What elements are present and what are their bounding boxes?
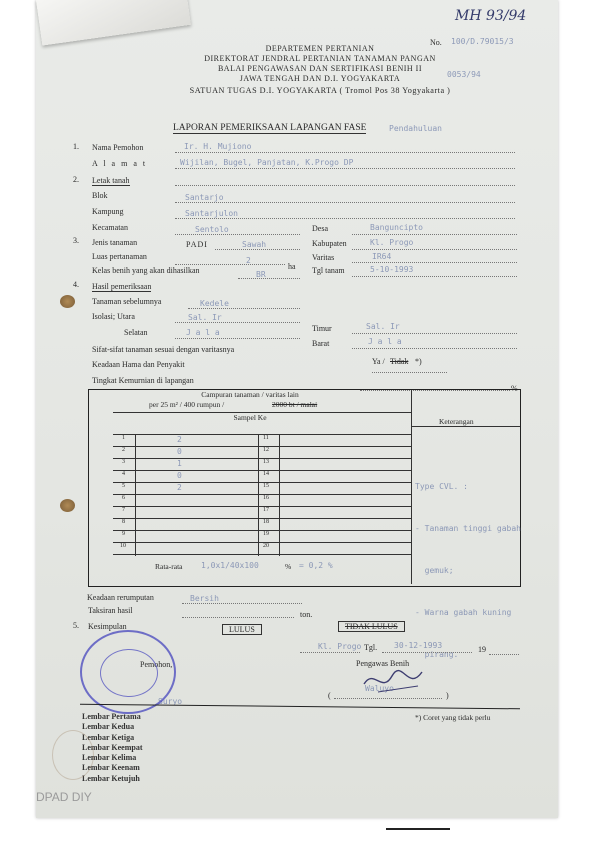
sample-value: 2	[177, 435, 182, 444]
watermark-text: DPAD DIY	[36, 790, 92, 804]
tanggal-year: 19	[478, 645, 486, 654]
header-line-5: SATUAN TUGAS D.I. YOGYAKARTA ( Tromol Pos 38 Yogyakarta )	[189, 86, 451, 95]
official-stamp	[80, 630, 176, 714]
tidak-lulus-box: TIDAK LULUS	[338, 621, 405, 632]
selatan-value: J a l a	[186, 328, 220, 337]
stamp-inner-ring	[100, 649, 158, 697]
note-line: - Warna gabah kuning	[415, 608, 512, 617]
table-row	[113, 471, 411, 483]
alamat-label: A l a m a t	[92, 159, 148, 168]
ya-tidak-note: *)	[415, 357, 422, 366]
place-line	[300, 652, 360, 653]
luas-unit: ha	[288, 262, 296, 271]
sample-number: 13	[263, 459, 269, 465]
kecamatan-value: Sentolo	[195, 225, 229, 234]
table-row	[113, 447, 411, 459]
note-line: - Tanaman tinggi gabah	[415, 524, 521, 533]
rerumputan-value: Bersih	[190, 594, 219, 603]
number-value-secondary: 0053/94	[447, 70, 481, 79]
note-line: pirang.	[415, 650, 459, 659]
sample-value: 0	[177, 471, 182, 480]
note-line: gemuk;	[415, 566, 454, 575]
barat-label: Barat	[312, 339, 330, 348]
section-2-number: 2.	[73, 175, 79, 184]
section-1-number: 1.	[73, 142, 79, 151]
kelas-value: BR	[256, 270, 266, 279]
barat-line	[352, 348, 517, 349]
blok-line	[175, 202, 515, 203]
section-5-number-visible: 5.	[73, 621, 79, 630]
rata-result: = 0,2 %	[299, 561, 333, 570]
rata-percent: %	[285, 562, 292, 571]
kampung-label: Kampung	[92, 207, 124, 216]
hama-line	[372, 372, 447, 373]
table-row	[113, 519, 411, 531]
table-row	[113, 495, 411, 507]
luas-line	[175, 264, 285, 265]
signature	[360, 664, 430, 698]
sample-number: 20	[263, 543, 269, 549]
keterangan-label: Keterangan	[439, 417, 474, 426]
section-4-number: 4.	[73, 280, 79, 289]
jenis-line	[215, 249, 300, 250]
section-3-number: 3.	[73, 236, 79, 245]
hama-label: Keadaan Hama dan Penyakit	[92, 360, 185, 369]
blok-label: Blok	[92, 191, 108, 200]
sample-number: 10	[120, 543, 126, 549]
barat-value: J a l a	[368, 337, 402, 346]
tanggal-value: 30-12-1993	[394, 641, 443, 650]
sample-number: 2	[122, 447, 125, 453]
copy-item: Lembar Kelima	[82, 753, 137, 763]
tanggal-line	[382, 652, 472, 653]
sample-number: 8	[122, 519, 125, 525]
rerumputan-label: Keadaan rerumputan	[87, 593, 154, 602]
luas-label: Luas pertanaman	[92, 252, 147, 261]
table-head-1: Campuran tanaman / varitas lain	[201, 390, 299, 399]
pemohon-label: Pemohon,	[140, 660, 173, 669]
taksiran-unit: ton.	[300, 610, 313, 619]
pengawas-name: Waluyo	[365, 684, 394, 693]
varitas-line	[352, 262, 517, 263]
varitas-value: IR64	[372, 252, 392, 261]
sample-value: 1	[177, 459, 182, 468]
tanggal-label: Tgl.	[364, 643, 378, 652]
table-head-3: Sampel Ke	[233, 413, 267, 422]
taksiran-label: Taksiran hasil	[88, 606, 133, 615]
tidak-option: Tidak	[390, 357, 409, 366]
kelas-line	[238, 278, 300, 279]
timur-line	[352, 333, 517, 334]
kesimpulan-label: Kesimpulan	[88, 622, 127, 631]
rerumputan-line	[182, 603, 302, 604]
table-row	[113, 507, 411, 519]
signature-underline	[378, 686, 418, 692]
sample-number: 4	[122, 471, 125, 477]
report-title: LAPORAN PEMERIKSAAN LAPANGAN FASE	[173, 123, 367, 133]
pengawas-name-line	[334, 698, 442, 699]
header-line-1: DEPARTEMEN PERTANIAN	[265, 44, 375, 53]
kecamatan-label: Kecamatan	[92, 223, 128, 232]
desa-line	[352, 234, 517, 235]
nama-value: Ir. H. Mujiono	[184, 142, 252, 151]
timur-label: Timur	[312, 324, 332, 333]
table-row	[113, 543, 411, 555]
bottom-rule	[386, 828, 450, 830]
copy-item: Lembar Keempat	[82, 742, 143, 752]
jenis-label: Jenis tanaman	[92, 238, 138, 247]
sample-number: 18	[263, 519, 269, 525]
footnote: *) Coret yang tidak perlu	[415, 713, 491, 722]
report-phase: Pendahuluan	[389, 124, 442, 133]
kabupaten-label: Kabupaten	[312, 239, 347, 248]
table-head-2b: 2000 bt / malai	[272, 400, 318, 409]
sample-number: 6	[122, 495, 125, 501]
letak-label: Letak tanah	[92, 176, 130, 185]
table-row	[113, 435, 411, 447]
copy-item: Lembar Ketiga	[82, 732, 135, 742]
number-value: 100/D.79015/3	[451, 37, 514, 46]
sample-number: 7	[122, 507, 125, 513]
kecamatan-line	[175, 234, 300, 235]
place-value: Kl. Progo	[318, 642, 362, 651]
selatan-label: Selatan	[124, 328, 148, 337]
year-line	[489, 654, 519, 655]
pemohon-name: Suryo	[158, 697, 183, 706]
sample-number: 5	[122, 483, 125, 489]
hasil-label: Hasil pemeriksaan	[92, 282, 152, 291]
copy-item: Lembar Ketujuh	[82, 773, 140, 783]
letak-line	[175, 185, 515, 186]
punch-hole-top	[60, 295, 75, 308]
sebelumnya-label: Tanaman sebelumnya	[92, 297, 162, 306]
nama-line	[175, 152, 515, 153]
table-row	[113, 483, 411, 495]
sample-number: 11	[263, 435, 269, 441]
desa-value: Banguncipto	[370, 223, 423, 232]
luas-value: 2	[246, 256, 251, 265]
sample-number: 12	[263, 447, 269, 453]
jenis-value: PADI	[186, 240, 208, 249]
sample-value: 0	[177, 447, 182, 456]
blok-value: Santarjo	[185, 193, 224, 202]
isolasi-utara-line	[175, 322, 300, 323]
sifat-label: Sifat-sifat tanaman sesuai dengan varitasnya	[92, 345, 235, 354]
sample-value: 2	[177, 483, 182, 492]
table-row	[113, 531, 411, 543]
kabupaten-value: Kl. Progo	[370, 238, 414, 247]
header-line-4: JAWA TENGAH DAN D.I. YOGYAKARTA	[239, 74, 401, 83]
kampung-line	[175, 218, 515, 219]
sebelumnya-line	[188, 308, 300, 309]
handwritten-code: MH 93/94	[455, 8, 527, 24]
sample-number: 14	[263, 471, 269, 477]
table-head-2a: per 25 m² / 400 rumpun /	[149, 400, 225, 409]
lulus-box: LULUS	[222, 624, 262, 635]
alamat-value: Wijilan, Bugel, Panjatan, K.Progo DP	[180, 158, 354, 167]
sebelumnya-value: Kedele	[200, 299, 229, 308]
header-line-3: BALAI PENGAWASAN DAN SERTIFIKASI BENIH II	[217, 64, 423, 73]
sample-number: 19	[263, 531, 269, 537]
desa-label: Desa	[312, 224, 328, 233]
kabupaten-line	[352, 249, 517, 250]
timur-value: Sal. Ir	[366, 322, 400, 331]
punch-hole-bottom	[60, 499, 75, 512]
nama-label: Nama Pemohon	[92, 143, 144, 152]
watermark-logo	[52, 730, 94, 780]
varitas-label: Varitas	[312, 253, 335, 262]
ya-option: Ya /	[372, 357, 385, 366]
table-row	[113, 459, 411, 471]
copy-item: Lembar Keenam	[82, 763, 140, 773]
copy-item: Lembar Kedua	[82, 722, 135, 732]
sample-number: 9	[122, 531, 125, 537]
rata-label: Rata-rata	[155, 562, 183, 571]
kemurnian-percent: %	[511, 384, 518, 393]
tgl-tanam-line	[352, 276, 517, 277]
selatan-line	[175, 338, 300, 339]
isolasi-utara-value: Sal. Ir	[188, 313, 222, 322]
kelas-label: Kelas benih yang akan dihasilkan	[92, 266, 200, 275]
sample-number: 3	[122, 459, 125, 465]
signature-paren-open: (	[328, 691, 331, 700]
sample-number: 15	[263, 483, 269, 489]
sample-number: 17	[263, 507, 269, 513]
alamat-line	[175, 168, 515, 169]
number-label: No.	[430, 38, 442, 47]
signature-paren-close: )	[446, 691, 449, 700]
taksiran-line	[182, 617, 294, 618]
sample-number: 16	[263, 495, 269, 501]
rata-value: 1,0x1/40x100	[201, 561, 259, 570]
copy-item: Lembar Pertama	[82, 712, 141, 721]
note-line: Type CVL. :	[415, 482, 468, 491]
sample-rows	[113, 434, 411, 555]
kemurnian-label: Tingkat Kemurnian di lapangan	[92, 376, 194, 385]
isolasi-label: Isolasi; Utara	[92, 312, 135, 321]
jenis-value-secondary: Sawah	[242, 240, 267, 249]
kampung-value: Santarjulon	[185, 209, 238, 218]
header-line-2: DIREKTORAT JENDRAL PERTANIAN TANAMAN PANGAN	[204, 54, 436, 63]
sample-number: 1	[122, 435, 125, 441]
tgl-tanam-label: Tgl tanam	[312, 266, 345, 275]
signature-stroke	[364, 671, 422, 684]
tgl-tanam-value: 5-10-1993	[370, 265, 414, 274]
pengawas-label: Pengawas Benih	[356, 659, 410, 668]
